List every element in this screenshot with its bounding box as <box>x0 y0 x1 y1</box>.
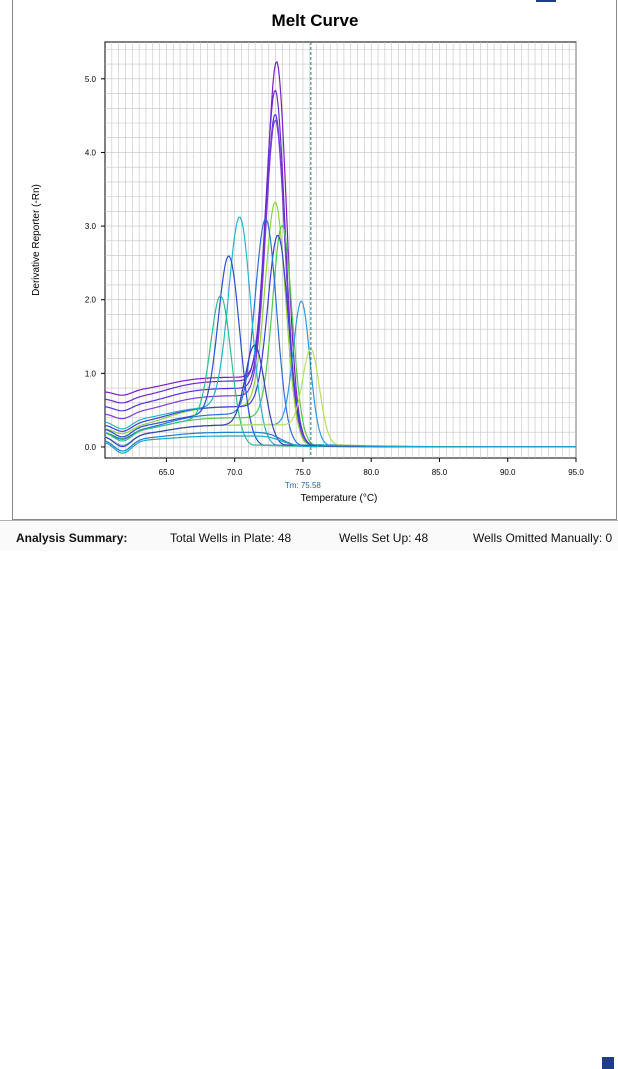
plot-area <box>105 42 576 458</box>
x-tick-label: 80.0 <box>363 468 380 477</box>
x-tick-label: 95.0 <box>568 468 584 477</box>
x-tick-label: 85.0 <box>431 468 448 477</box>
chart-title: Melt Curve <box>271 11 359 30</box>
melt-curve-chart <box>0 0 618 520</box>
x-axis-ticks <box>159 458 585 477</box>
y-tick-label: 4.0 <box>84 148 96 158</box>
x-tick-label: 70.0 <box>226 468 243 477</box>
x-tick-label: 90.0 <box>499 468 516 477</box>
y-tick-label: 5.0 <box>84 74 96 84</box>
y-axis-label: Derivative Reporter (-Rn) <box>31 184 42 296</box>
analysis-summary-bar <box>0 520 618 551</box>
y-tick-label: 0.0 <box>84 442 96 452</box>
y-axis-ticks <box>85 75 105 452</box>
wells-omitted-text: Wells Omitted Manually: 0 <box>473 531 613 545</box>
y-tick-label: 1.0 <box>84 369 96 379</box>
tm-label: Tm: 75.58 <box>284 481 321 490</box>
x-tick-label: 65.0 <box>158 468 175 477</box>
x-tick-label: 75.0 <box>295 468 311 477</box>
scroll-corner-icon[interactable] <box>602 1057 614 1069</box>
wells-set-up-text: Wells Set Up: 48 <box>339 531 429 545</box>
y-tick-label: 2.0 <box>84 295 96 305</box>
total-wells-text: Total Wells in Plate: 48 <box>170 531 292 545</box>
analysis-summary-label: Analysis Summary: <box>16 531 128 545</box>
x-axis-label: Temperature (°C) <box>300 493 378 504</box>
y-tick-label: 3.0 <box>84 222 96 232</box>
